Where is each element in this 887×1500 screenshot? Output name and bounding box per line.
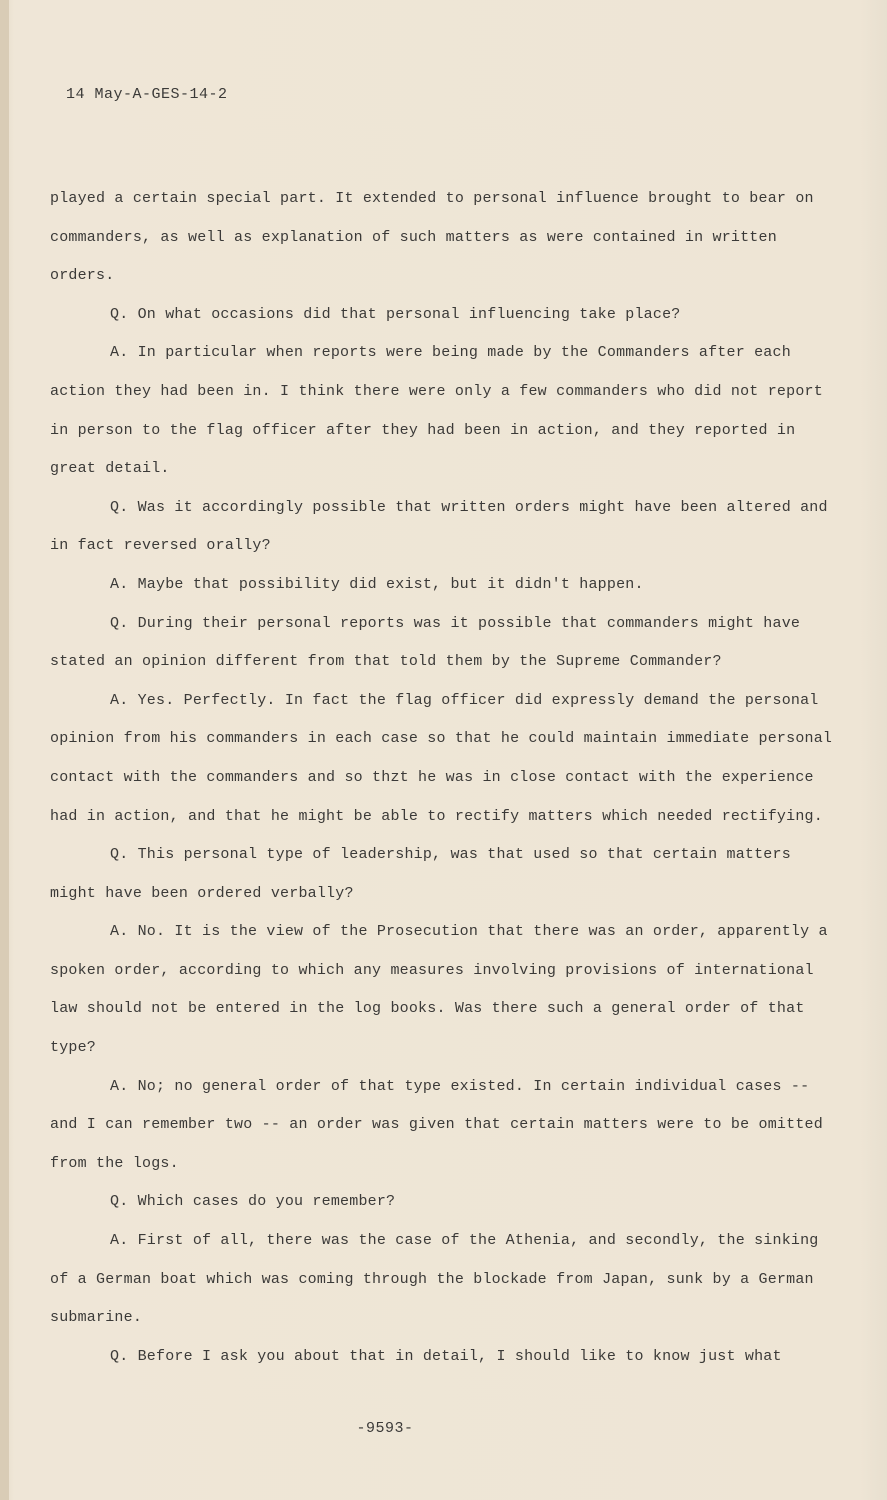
paragraph: A. Maybe that possibility did exist, but it didn't happen.	[110, 575, 644, 593]
document-reference: 14 May-A-GES-14-2	[66, 86, 228, 103]
paragraph: Q. This personal type of leadership, was that used so that certain matters might have been ordered verbally?	[50, 846, 791, 902]
paragraph: A. First of all, there was the case of the Athenia, and secondly, the sinking of a German boat which was coming through the blockade from Japan, sunk by a German submarine.	[50, 1232, 819, 1327]
paragraph: A. No; no general order of that type existed. In certain individual cases -- and I can remember two -- an order was given that certain matters were to be omitted from the logs.	[50, 1077, 823, 1172]
transcript-body	[50, 180, 840, 1376]
page-number: -9593-	[356, 1420, 414, 1437]
paragraph: A. In particular when reports were being made by the Commanders after each action they had been in. I think there were only a few commanders who did not report in person to the flag officer after they had been in action, and they reported in great detail.	[50, 344, 823, 478]
page-edge	[0, 0, 9, 1500]
paragraph: Q. Which cases do you remember?	[110, 1193, 396, 1211]
paragraph: Q. On what occasions did that personal influencing take place?	[110, 305, 681, 323]
paragraph: Q. Before I ask you about that in detail, I should like to know just what	[110, 1347, 782, 1365]
paragraph: A. Yes. Perfectly. In fact the flag officer did expressly demand the personal opinion from his commanders in each case so that he could maintain immediate personal contact with the commanders and so thzt he was in close contact with the experience had in action, and that he might be able to rectify matters which needed rectifying.	[50, 691, 833, 825]
paragraph: Q. During their personal reports was it possible that commanders might have stated an opinion different from that told them by the Supreme Commander?	[50, 614, 801, 671]
paragraph: A. No. It is the view of the Prosecution that there was an order, apparently a spoken order, according to which any measures involving provisions of international law should not be entered in the log books. Was there such a general order of that type?	[50, 923, 828, 1057]
paragraph: Q. Was it accordingly possible that written orders might have been altered and in fact reversed orally?	[50, 498, 828, 555]
paragraph: played a certain special part. It extended to personal influence brought to bear on commanders, as well as explanation of such matters as were contained in written orders.	[50, 190, 814, 285]
